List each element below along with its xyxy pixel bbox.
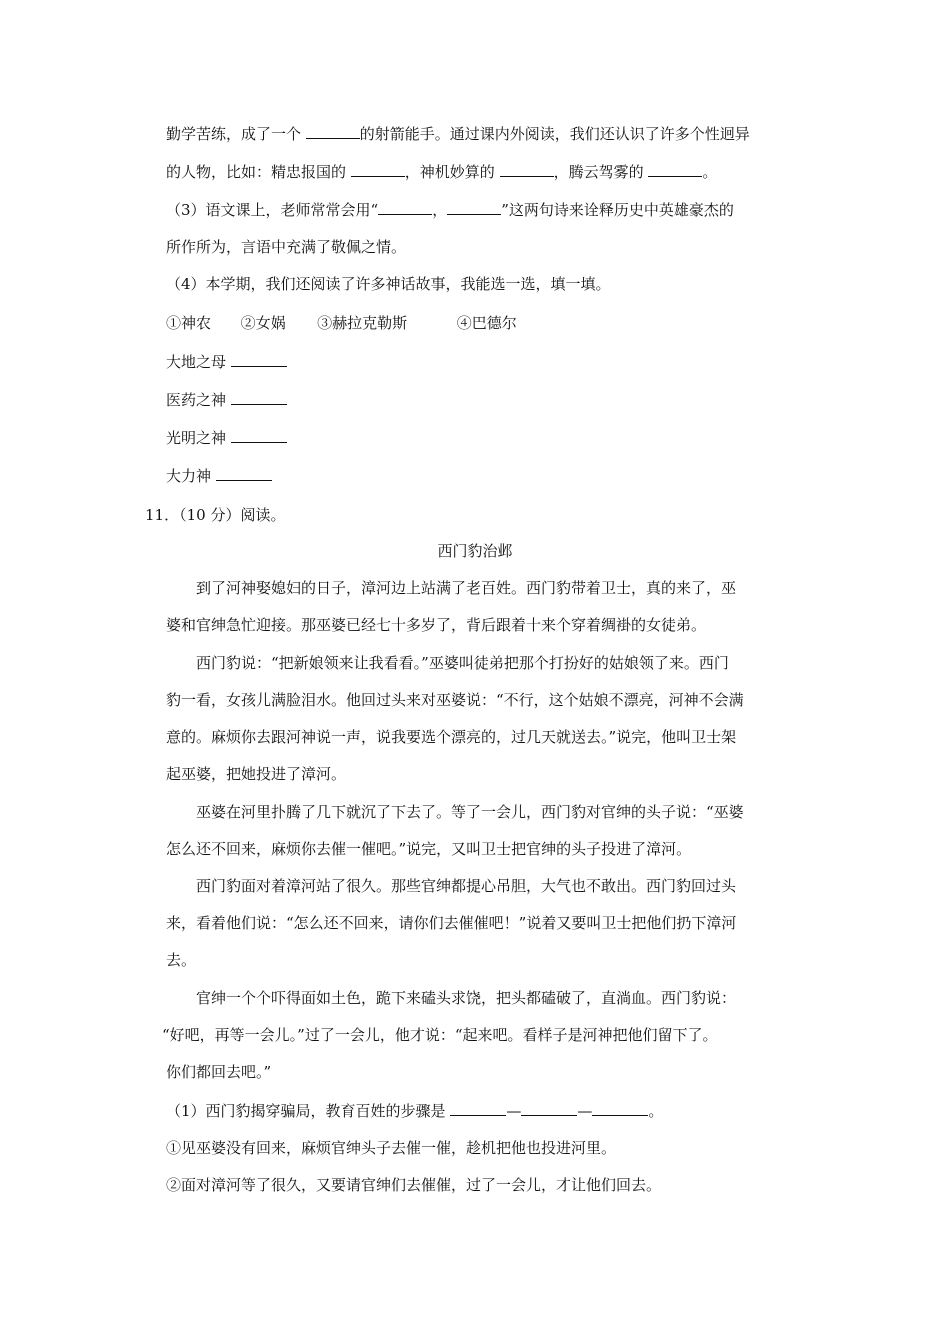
passage-line: 西门豹面对着漳河站了很久。那些官绅都提心吊胆，大气也不敢出。西门豹回过头: [196, 877, 737, 895]
passage-line: 你们都回去吧。”: [166, 1063, 272, 1081]
answer-blank[interactable]: [231, 390, 287, 405]
step-item: ①见巫婆没有回来，麻烦官绅头子去催一催，趁机把他也投进河里。: [166, 1139, 617, 1157]
separator: —: [506, 1102, 522, 1120]
text-line: 所作所为，言语中充满了敬佩之情。: [166, 238, 407, 256]
question-11-1: [166, 1101, 663, 1121]
text-segment: ，: [432, 201, 448, 219]
answer-blank[interactable]: [648, 162, 702, 177]
answer-blank[interactable]: [500, 162, 554, 177]
answer-blank[interactable]: [306, 124, 360, 139]
fill-item: [166, 466, 272, 486]
text-segment: ，腾云驾雾的: [553, 163, 644, 181]
passage-line: 到了河神娶媳妇的日子，漳河边上站满了老百姓。西门豹带着卫士，真的来了，巫: [196, 579, 737, 597]
text-segment: ，神机妙算的: [404, 163, 495, 181]
option-item: ①神农: [166, 314, 212, 332]
option-item: ④巴德尔: [456, 314, 517, 332]
passage-line: 巫婆在河里扑腾了几下就沉了下去了。等了一会儿，西门豹对官绅的头子说：“巫婆: [196, 803, 744, 821]
text-segment: （1）西门豹揭穿骗局，教育百姓的步骤是: [166, 1102, 446, 1120]
answer-blank[interactable]: [231, 352, 287, 367]
text-segment: 勤学苦练，成了一个: [166, 125, 302, 143]
answer-blank[interactable]: [351, 162, 405, 177]
passage-line: “好吧，再等一会儿。”过了一会儿，他才说：“起来吧。看样子是河神把他们留下了。: [162, 1026, 718, 1044]
passage-line: 豹一看，女孩儿满脸泪水。他回过头来对巫婆说：“不行，这个姑娘不漂亮，河神不会满: [166, 691, 744, 709]
separator: —: [577, 1102, 593, 1120]
passage-line: 官绅一个个吓得面如土色，跪下来磕头求饶，把头都磕破了，直淌血。西门豹说：: [196, 989, 737, 1007]
question-11-header: 11．（10 分）阅读。: [145, 506, 286, 524]
passage-title: 西门豹治邺: [437, 542, 513, 560]
passage-line: 来，看着他们说：“怎么还不回来，请你们去催催吧！”说着又要叫卫士把他们扔下漳河: [166, 914, 737, 932]
fill-label: 大力神: [166, 467, 212, 485]
text-segment: （3）语文课上，老师常常会用“: [166, 201, 379, 219]
option-item: ②女娲: [240, 314, 286, 332]
passage-line: 怎么还不回来，麻烦你去催一催吧。”说完，又叫卫士把官绅的头子投进了漳河。: [166, 840, 692, 858]
passage-line: 婆和官绅急忙迎接。那巫婆已经七十多岁了，背后跟着十来个穿着绸褂的女徒弟。: [166, 616, 707, 634]
fill-label: 医药之神: [166, 391, 227, 409]
text-line: [166, 124, 750, 144]
passage-line: 起巫婆，把她投进了漳河。: [166, 765, 347, 783]
passage-line: 西门豹说：“把新娘领来让我看看。”巫婆叫徒弟把那个打扮好的姑娘领了来。西门: [196, 654, 729, 672]
text-segment: 。: [702, 163, 718, 181]
passage-line: 去。: [166, 951, 197, 969]
option-list: [166, 313, 517, 333]
question-3: [166, 200, 734, 220]
answer-blank[interactable]: [521, 1101, 577, 1116]
passage-line: 意的。麻烦你去跟河神说一声，说我要选个漂亮的，过几天就送去。”说完，他叫卫士架: [166, 728, 737, 746]
fill-item: [166, 390, 287, 410]
text-segment: 。: [648, 1102, 664, 1120]
answer-blank[interactable]: [592, 1101, 648, 1116]
answer-blank[interactable]: [447, 200, 501, 215]
text-segment: 的人物，比如：精忠报国的: [166, 163, 347, 181]
answer-blank[interactable]: [231, 428, 287, 443]
fill-item: [166, 428, 287, 448]
question-4: （4）本学期，我们还阅读了许多神话故事，我能选一选，填一填。: [166, 275, 611, 293]
answer-blank[interactable]: [216, 466, 272, 481]
fill-label: 大地之母: [166, 353, 227, 371]
fill-label: 光明之神: [166, 429, 227, 447]
text-line: [166, 162, 717, 182]
option-item: ③赫拉克勒斯: [317, 314, 408, 332]
text-segment: ”这两句诗来诠释历史中英雄豪杰的: [501, 201, 734, 219]
text-segment: 的射箭能手。通过课内外阅读，我们还认识了许多个性迥异: [359, 125, 750, 143]
step-item: ②面对漳河等了很久，又要请官绅们去催催，过了一会儿，才让他们回去。: [166, 1176, 662, 1194]
answer-blank[interactable]: [378, 200, 432, 215]
fill-item: [166, 352, 287, 372]
answer-blank[interactable]: [450, 1101, 506, 1116]
